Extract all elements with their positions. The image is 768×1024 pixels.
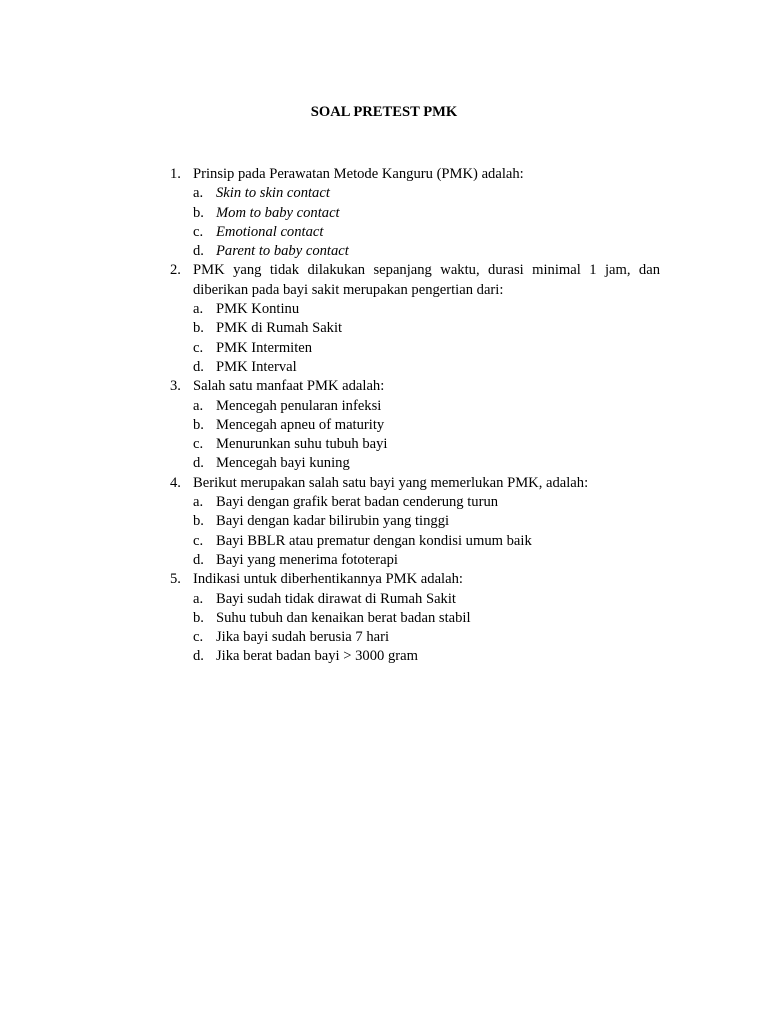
option-item: [193, 609, 660, 628]
option-item: [193, 512, 660, 531]
question-text: Prinsip pada Perawatan Metode Kanguru (PMK) adalah:: [193, 166, 524, 182]
option-text: Menurunkan suhu tubuh bayi: [216, 436, 388, 453]
option-letter: d.: [193, 648, 204, 665]
question-number: 3.: [170, 378, 181, 395]
option-item: [193, 454, 660, 473]
question-text: Berikut merupakan salah satu bayi yang memerlukan PMK, adalah:: [193, 474, 589, 491]
option-text: Skin to skin contact: [216, 185, 330, 202]
option-text: PMK Kontinu: [216, 301, 300, 318]
option-item: [193, 551, 660, 570]
question-item: [170, 261, 660, 377]
option-item: [193, 493, 660, 512]
option-item: [193, 242, 660, 261]
question-text: Salah satu manfaat PMK adalah:: [193, 378, 385, 395]
option-item: [193, 339, 660, 358]
option-letter: d.: [193, 551, 204, 568]
option-list: [193, 300, 660, 377]
option-letter: c.: [193, 223, 204, 240]
question-item: [170, 377, 660, 473]
option-letter: d.: [193, 243, 204, 260]
option-letter: a.: [193, 590, 204, 607]
option-letter: b.: [193, 609, 204, 626]
option-item: [193, 358, 660, 377]
option-text: PMK di Rumah Sakit: [216, 320, 343, 337]
option-item: [193, 628, 660, 647]
option-letter: a.: [193, 397, 204, 414]
option-text: Mencegah bayi kuning: [216, 455, 350, 472]
option-item: [193, 184, 660, 203]
option-list: [193, 397, 660, 474]
option-letter: b.: [193, 416, 204, 433]
option-letter: b.: [193, 204, 204, 221]
option-text: Jika berat badan bayi > 3000 gram: [216, 648, 418, 665]
option-text: PMK Interval: [216, 358, 297, 375]
option-item: [193, 204, 660, 223]
option-item: [193, 435, 660, 454]
option-text: Bayi dengan kadar bilirubin yang tinggi: [216, 513, 450, 530]
option-item: [193, 416, 660, 435]
option-item: [193, 319, 660, 338]
option-item: [193, 647, 660, 666]
option-letter: d.: [193, 455, 204, 472]
option-text: Bayi sudah tidak dirawat di Rumah Sakit: [216, 590, 456, 607]
question-number: 1.: [170, 166, 181, 182]
option-letter: c.: [193, 339, 204, 356]
question-text: Indikasi untuk diberhentikannya PMK adalah:: [193, 571, 463, 588]
option-list: [193, 590, 660, 667]
option-list: [193, 493, 660, 570]
option-letter: d.: [193, 358, 204, 375]
option-letter: a.: [193, 185, 204, 202]
option-text: Emotional contact: [216, 223, 324, 240]
question-item: [170, 165, 660, 261]
option-letter: c.: [193, 532, 204, 549]
option-item: [193, 223, 660, 242]
option-text: Bayi BBLR atau prematur dengan kondisi umum baik: [216, 532, 532, 549]
option-letter: c.: [193, 629, 204, 646]
option-letter: c.: [193, 436, 204, 453]
option-item: [193, 397, 660, 416]
page-title: SOAL PRETEST PMK: [310, 104, 458, 120]
question-item: [170, 474, 660, 570]
question-text: PMK yang tidak dilakukan sepanjang waktu, durasi minimal 1 jam, dan diberikan pada bayi sakit merupakan pengertian dari:: [193, 262, 660, 298]
option-text: Suhu tubuh dan kenaikan berat badan stabil: [216, 609, 471, 626]
option-text: PMK Intermiten: [216, 339, 313, 356]
question-number: 5.: [170, 571, 181, 588]
option-list: [193, 184, 660, 261]
option-text: Jika bayi sudah berusia 7 hari: [216, 629, 390, 646]
question-number: 2.: [170, 262, 181, 279]
option-text: Mom to baby contact: [216, 204, 340, 221]
option-item: [193, 532, 660, 551]
option-item: [193, 590, 660, 609]
option-text: Parent to baby contact: [216, 243, 349, 260]
option-letter: a.: [193, 494, 204, 511]
option-text: Bayi yang menerima fototerapi: [216, 551, 398, 568]
option-letter: b.: [193, 320, 204, 337]
question-number: 4.: [170, 474, 181, 491]
option-letter: a.: [193, 301, 204, 318]
option-text: Mencegah penularan infeksi: [216, 397, 382, 414]
question-list: [170, 165, 660, 667]
question-item: [170, 570, 660, 666]
option-text: Mencegah apneu of maturity: [216, 416, 385, 433]
option-letter: b.: [193, 513, 204, 530]
option-item: [193, 300, 660, 319]
option-text: Bayi dengan grafik berat badan cenderung turun: [216, 494, 499, 511]
